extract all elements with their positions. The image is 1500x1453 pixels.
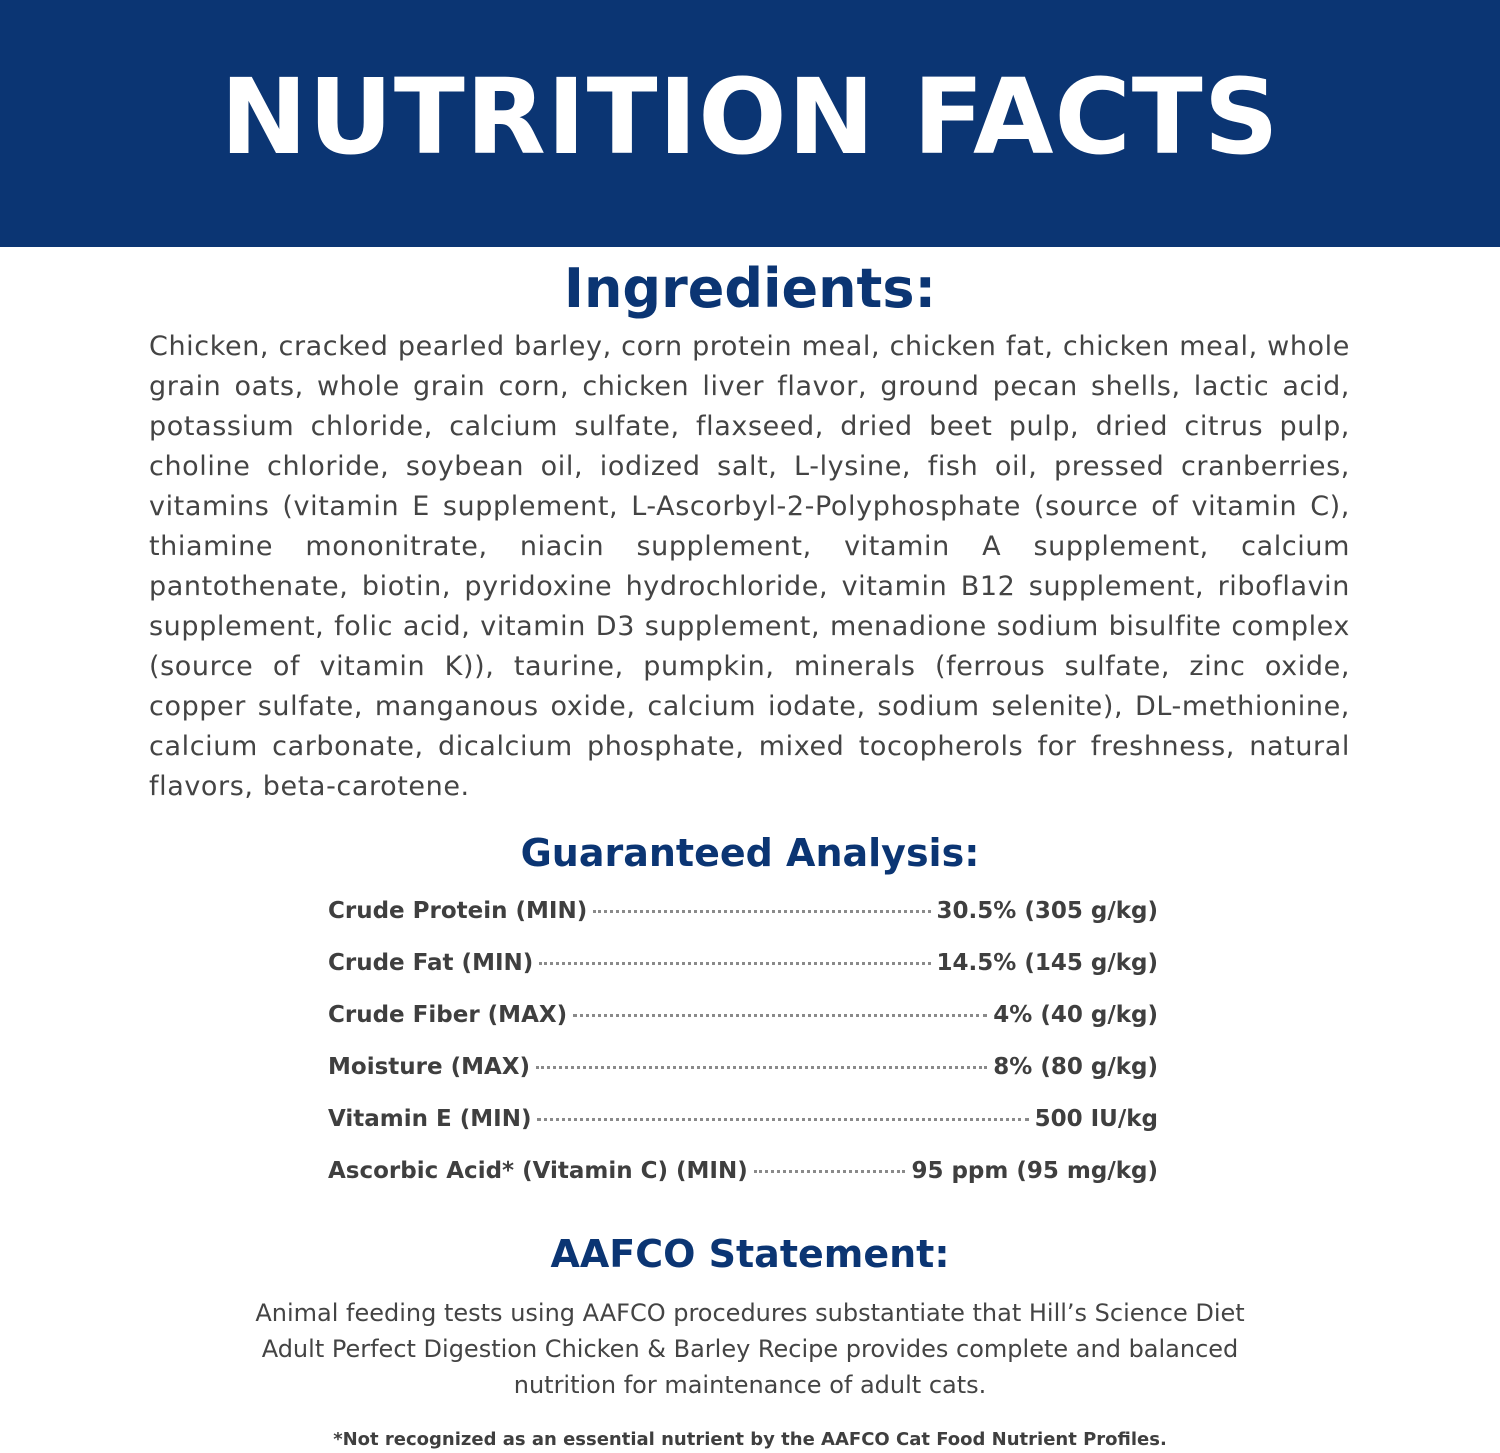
- analysis-row-vitamin-e: [328, 1106, 1158, 1158]
- dot-leader: [537, 1118, 1028, 1121]
- dot-leader: [754, 1170, 906, 1173]
- analysis-label: Ascorbic Acid* (Vitamin C) (MIN): [328, 1158, 748, 1184]
- analysis-label: Crude Fiber (MAX): [328, 1002, 568, 1028]
- title-banner: [0, 0, 1500, 247]
- dot-leader: [536, 1066, 987, 1069]
- dot-leader: [573, 1014, 987, 1017]
- analysis-label: Crude Fat (MIN): [328, 950, 534, 976]
- analysis-value: 95 ppm (95 mg/kg): [911, 1158, 1158, 1184]
- analysis-label: Moisture (MAX): [328, 1054, 531, 1080]
- guaranteed-analysis-table: [328, 898, 1158, 1210]
- page-title: NUTRITION FACTS: [220, 55, 1280, 178]
- analysis-row-crude-fiber: [328, 1002, 1158, 1054]
- analysis-label: Vitamin E (MIN): [328, 1106, 532, 1132]
- analysis-value: 30.5% (305 g/kg): [936, 898, 1158, 924]
- analysis-value: 8% (80 g/kg): [993, 1054, 1158, 1080]
- ingredients-heading: Ingredients:: [563, 257, 937, 320]
- footnote: *Not recognized as an essential nutrient by the AAFCO Cat Food Nutrient Profiles.: [333, 1429, 1167, 1450]
- dot-leader: [539, 962, 930, 965]
- dot-leader: [593, 910, 930, 913]
- aafco-statement-heading: AAFCO Statement:: [550, 1232, 950, 1276]
- analysis-row-crude-protein: [328, 898, 1158, 950]
- analysis-value: 14.5% (145 g/kg): [936, 950, 1158, 976]
- analysis-row-moisture: [328, 1054, 1158, 1106]
- analysis-value: 4% (40 g/kg): [993, 1002, 1158, 1028]
- analysis-label: Crude Protein (MIN): [328, 898, 588, 924]
- analysis-row-crude-fat: [328, 950, 1158, 1002]
- analysis-value: 500 IU/kg: [1034, 1106, 1158, 1132]
- guaranteed-analysis-heading: Guaranteed Analysis:: [520, 831, 980, 875]
- analysis-row-ascorbic-acid: [328, 1158, 1158, 1210]
- aafco-statement-text: Animal feeding tests using AAFCO procedures substantiate that Hill’s Science Diet Adult Perfect Digestion Chicken & Barley Recipe provides complete and balanced nutrition for maintenance of adult cats.: [255, 1299, 1245, 1399]
- ingredients-text: Chicken, cracked pearled barley, corn protein meal, chicken fat, chicken meal, whole grain oats, whole grain corn, chicken liver flavor, ground pecan shells, lactic acid, potassium chloride, calcium sulfate, flaxseed, dried beet pulp, dried citrus pulp, choline chloride, soybean oil, iodized salt, L-lysine, fish oil, pressed cranberries, vitamins (vitamin E supplement, L-Ascorbyl-2-Polyphosphate (source of vitamin C), thiamine mononitrate, niacin supplement, vitamin A supplement, calcium pantothenate, biotin, pyridoxine hydrochloride, vitamin B12 supplement, riboflavin supplement, folic acid, vitamin D3 supplement, menadione sodium bisulfite complex (source of vitamin K)), taurine, pumpkin, minerals (ferrous sulfate, zinc oxide, copper sulfate, manganous oxide, calcium iodate, sodium selenite), DL-methionine, calcium carbonate, dicalcium phosphate, mixed tocopherols for freshness, natural flavors, beta-carotene.: [149, 331, 1350, 802]
